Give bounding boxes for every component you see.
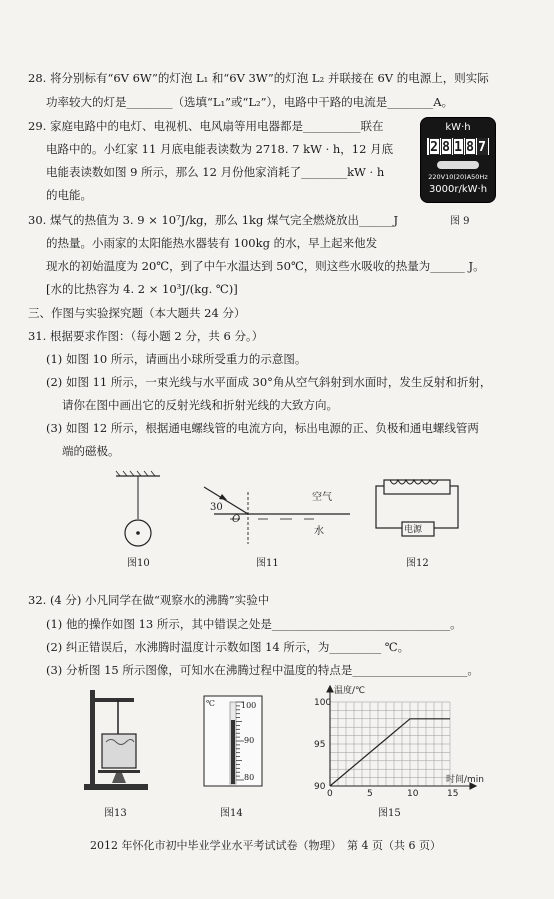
q30-line4: [水的比热容为 4. 2 × 10³J/(kg. ℃)] — [46, 282, 238, 296]
chart-xlabel: 时间/min — [446, 775, 485, 785]
meter-digits — [427, 138, 489, 155]
q29-line2: 电路中的。小红家 11 月底电能表读数为 2718. 7 kW · h，12 月底 — [46, 142, 394, 156]
fig11-angle: 30 — [210, 502, 223, 513]
meter-digit: 7 — [478, 140, 486, 155]
q30-line3: 现水的初始温度为 20℃，到了中午水温达到 50℃，则这些水吸收的热量为______ J。 — [46, 259, 485, 273]
q29-line1: 29. 家庭电路中的电灯、电视机、电风扇等用电器都是__________联在 — [28, 119, 384, 133]
q32-sub2: (2) 纠正错误后，水沸腾时温度计示数如图 14 所示，为_________ ℃。 — [46, 640, 410, 654]
q31-sub2-line2: 请你在图中画出它的反射光线和折射光线的大致方向。 — [62, 398, 338, 412]
fig14-tick-80: 80 — [244, 773, 255, 782]
section-heading: 三、作图与实验探究题（本大题共 24 分） — [28, 306, 246, 320]
chart-x-tick: 5 — [367, 789, 373, 799]
q29-line3: 电能表读数如图 9 所示，那么 12 月份他家消耗了________kW · h — [46, 165, 385, 179]
chart-y-arrow — [327, 686, 333, 692]
q30-line2: 的热量。小雨家的太阳能热水器装有 100kg 的水，早上起来他发 — [46, 236, 378, 250]
q30-line1: 30. 煤气的热值为 3. 9 × 10⁷J/kg，那么 1kg 煤气完全燃烧放出______J — [28, 213, 399, 227]
chart-y-tick: 100 — [314, 698, 332, 708]
fig14-tick-100: 100 — [241, 701, 257, 710]
meter-digit: 8 — [442, 140, 450, 155]
chart-x-tick: 15 — [447, 789, 459, 799]
meter-digit: 2 — [430, 140, 438, 155]
meter-unit: kW·h — [445, 122, 471, 133]
meter-spec: 220V10(20)A50Hz — [428, 173, 488, 181]
chart-x-tick: 10 — [407, 789, 419, 799]
fig11-point: O — [232, 514, 241, 525]
q31-sub1: (1) 如图 10 所示，请画出小球所受重力的示意图。 — [46, 352, 307, 366]
fig10-pendulum — [112, 470, 164, 552]
fig14-tick-90: 90 — [244, 736, 255, 745]
fig9-caption: 图 9 — [450, 216, 470, 227]
fig14-unit: ℃ — [206, 699, 215, 708]
q29-line4: 的电能。 — [46, 188, 92, 202]
q32-intro: 32. (4 分) 小凡同学在做“观察水的沸腾”实验中 — [28, 593, 270, 607]
q31-sub3-line1: (3) 如图 12 所示，根据通电螺线管的电流方向，标出电源的正、负极和通电螺线管两 — [46, 421, 479, 435]
q32-sub1: (1) 他的操作如图 13 所示，其中错误之处是_______________________________。 — [46, 617, 462, 631]
fig12-caption: 图12 — [406, 558, 429, 569]
q32-sub3: (3) 分析图 15 所示图像，可知水在沸腾过程中温度的特点是____________________。 — [46, 663, 479, 677]
chart-x-tick: 0 — [327, 789, 333, 799]
q28-line1: 28. 将分别标有“6V 6W”的灯泡 L₁ 和“6V 3W”的灯泡 L₂ 并联接在 6V 的电源上，则实际 — [28, 71, 489, 85]
q31-sub3-line2: 端的磁极。 — [62, 444, 120, 458]
fig14-caption: 图14 — [220, 808, 243, 819]
fig13-caption: 图13 — [104, 808, 127, 819]
chart-y-tick: 95 — [314, 740, 326, 750]
fig10-caption: 图10 — [127, 558, 150, 569]
fig11-water: 水 — [314, 526, 324, 537]
fig15-caption: 图15 — [378, 808, 401, 819]
meter-digit: 1 — [454, 140, 462, 155]
chart-ylabel: 温度/℃ — [334, 686, 366, 696]
electric-meter — [420, 117, 496, 203]
q31-sub2-line1: (2) 如图 11 所示，一束光线与水平面成 30°角从空气斜射到水面时，发生反射和折射， — [46, 375, 492, 389]
meter-disk-icon — [437, 161, 479, 169]
fig15-chart — [300, 684, 485, 804]
q28-line2: 功率较大的灯是________（选填“L₁”或“L₂”），电路中干路的电流是________A。 — [46, 95, 454, 109]
fig12-source-label: 电源 — [404, 525, 423, 535]
meter-rev: 3000r/kW·h — [428, 184, 488, 195]
q31-intro: 31. 根据要求作图：（每小题 2 分，共 6 分。） — [28, 329, 264, 343]
fig13-apparatus — [76, 684, 158, 794]
fig11-air: 空气 — [312, 492, 332, 503]
chart-y-tick: 90 — [314, 782, 326, 792]
page-footer: 2012 年怀化市初中毕业学业水平考试试卷（物理） 第 4 页（共 6 页） — [90, 839, 441, 852]
meter-digit: 8 — [466, 140, 474, 155]
fig11-caption: 图11 — [256, 558, 279, 569]
